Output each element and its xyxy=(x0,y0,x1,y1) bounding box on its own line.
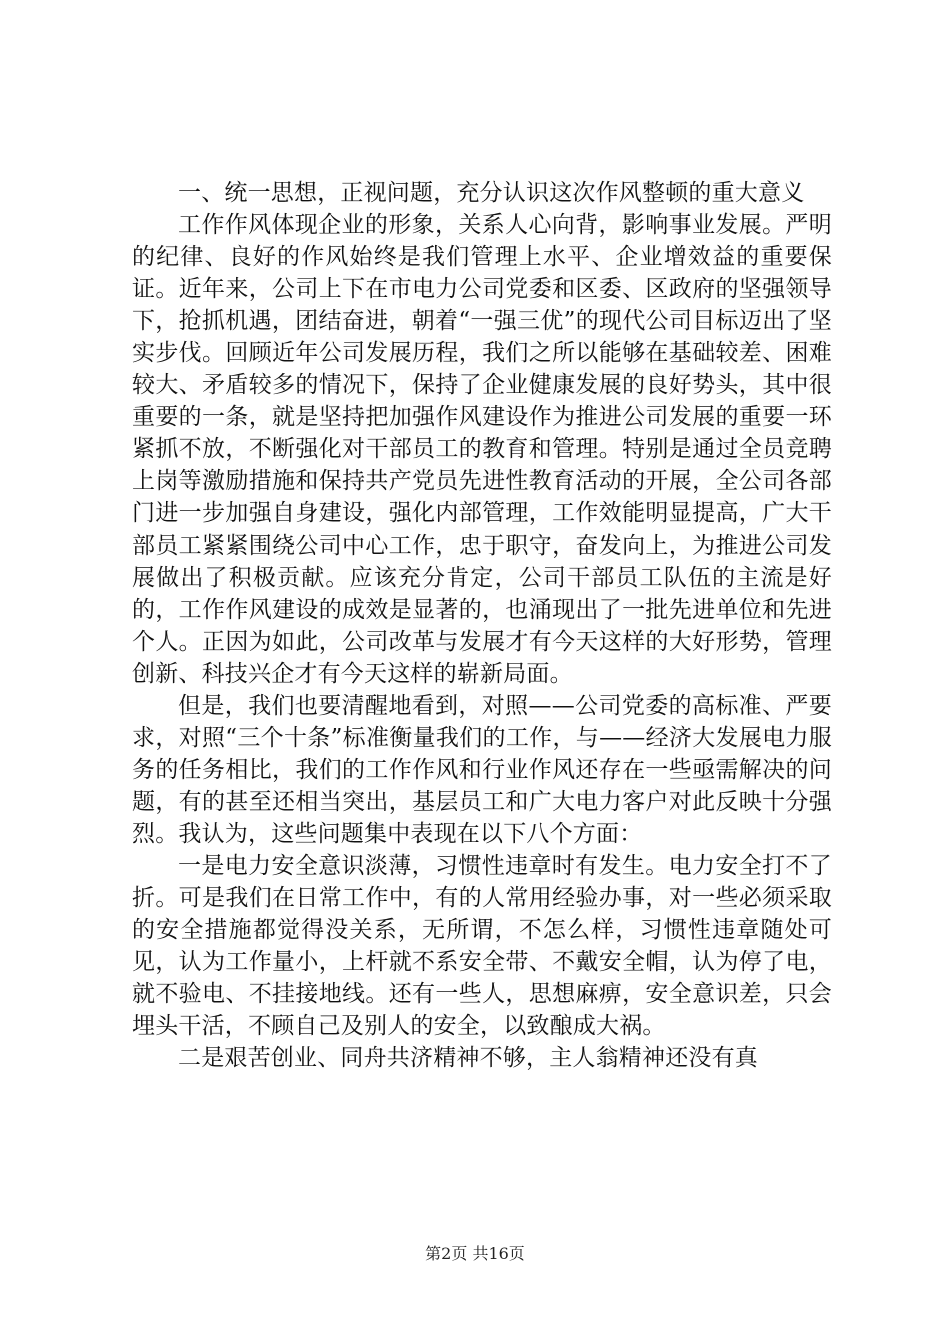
paragraph: 一是电力安全意识淡薄，习惯性违章时有发生。电力安全打不了折。可是我们在日常工作中，有的人常用经验办事，对一些必须采取的安全措施都觉得没关系，无所谓，不怎么样，习惯性违章随处可见，认为工作量小，上杆就不系安全带、不戴安全帽，认为停了电，就不验电、不挂接地线。还有一些人，思想麻痹，安全意识差，只会埋头干活，不顾自己及别人的安全，以致酿成大祸。 xyxy=(132,852,832,1040)
paragraph: 但是，我们也要清醒地看到，对照——公司党委的高标准、严要求，对照“三个十条”标准衡量我们的工作，与——经济大发展电力服务的任务相比，我们的工作作风和行业作风还存在一些亟需解决的问题，有的甚至还相当突出，基层员工和广大电力客户对此反映十分强烈。我认为，这些问题集中表现在以下八个方面： xyxy=(132,692,832,847)
document-body xyxy=(132,177,832,1074)
page-footer: 第2页 共16页 xyxy=(425,1244,525,1263)
paragraph: 二是艰苦创业、同舟共济精神不够，主人翁精神还没有真 xyxy=(178,1045,758,1072)
paragraph: 工作作风体现企业的形象，关系人心向背，影响事业发展。严明的纪律、良好的作风始终是我们管理上水平、企业增效益的重要保证。近年来，公司上下在市电力公司党委和区委、区政府的坚强领导下，抢抓机遇，团结奋进，朝着“一强三优”的现代公司目标迈出了坚实步伐。回顾近年公司发展历程，我们之所以能够在基础较差、困难较大、矛盾较多的情况下，保持了企业健康发展的良好势头，其中很重要的一条，就是坚持把加强作风建设作为推进公司发展的重要一环紧抓不放，不断强化对干部员工的教育和管理。特别是通过全员竞聘上岗等激励措施和保持共产党员先进性教育活动的开展，全公司各部门进一步加强自身建设，强化内部管理，工作效能明显提高，广大干部员工紧紧围绕公司中心工作，忠于职守，奋发向上，为推进公司发展做出了积极贡献。应该充分肯定，公司干部员工队伍的主流是好的，工作作风建设的成效是显著的，也涌现出了一批先进单位和先进个人。正因为如此，公司改革与发展才有今天这样的大好形势，管理创新、科技兴企才有今天这样的崭新局面。 xyxy=(132,212,832,687)
section-heading: 一、统一思想，正视问题，充分认识这次作风整顿的重大意义 xyxy=(178,180,805,206)
